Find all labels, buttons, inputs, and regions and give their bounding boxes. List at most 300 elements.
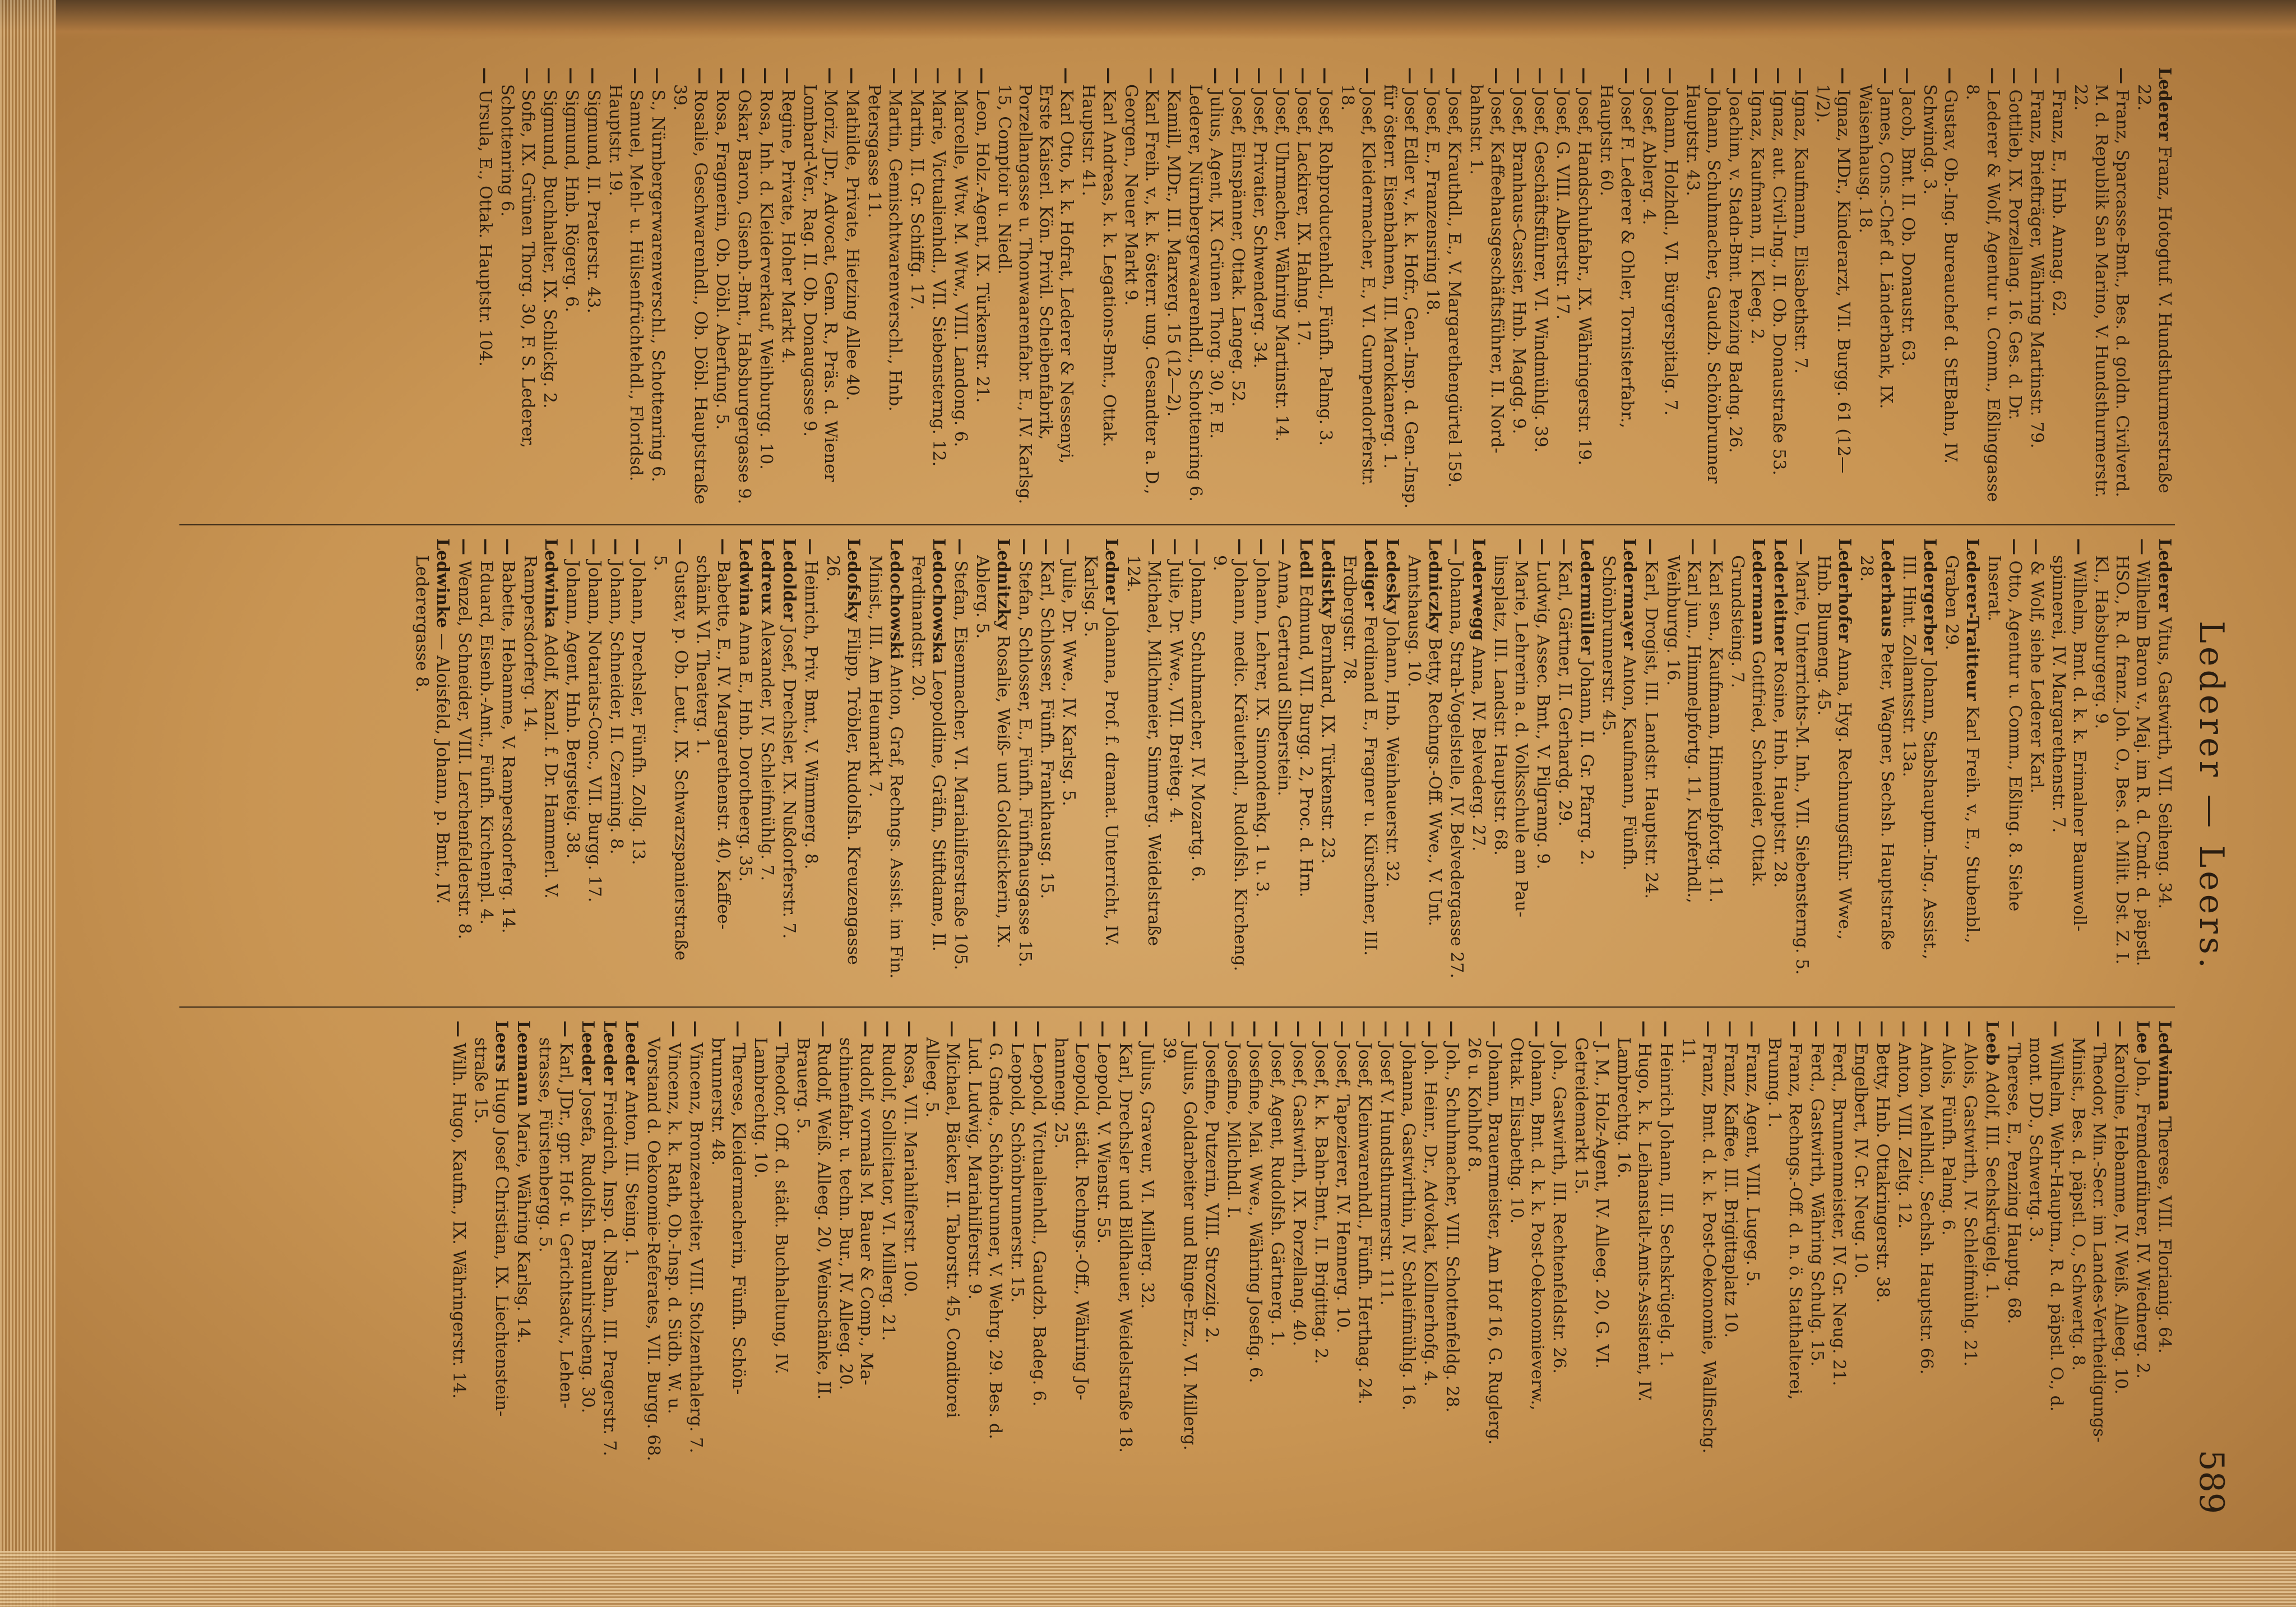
entry-surname: —: [900, 1020, 920, 1037]
entry-details: Johann, Drechsler, Fünfh. Zollg. 13.: [628, 560, 648, 865]
directory-entry: [669, 67, 711, 510]
directory-entry: [1872, 1020, 1893, 1463]
entry-details: Lederer & Wolf, Agentur u. Comm., Eßlinggasse 8.: [1962, 84, 2003, 502]
directory-entry: [1209, 538, 1251, 981]
entry-surname: —: [1639, 67, 1659, 84]
entry-surname: —: [778, 67, 798, 84]
entry-details: Franz, Kaffee, III. Brigittaplatz 10.: [1721, 1042, 1740, 1338]
directory-entry: [1337, 67, 1378, 510]
entry-surname: —: [1509, 67, 1529, 84]
entry-details: Karl, Drechsler und Bildhauer, Weidelstraße 18.: [1115, 1042, 1135, 1453]
entry-surname: —: [1289, 1020, 1309, 1037]
entry-surname: —: [2070, 538, 2089, 555]
directory-entry: [1638, 67, 1659, 510]
entry-details: Julie, Dr. Wwe., VII. Breiteg. 4.: [1166, 560, 1186, 824]
entry-details: Karl Otto, k. k. Hofrat, Lederer & Nessenyi, Erste Kaiserl. Kön. Privil. Scheibenfabrik, Porzellangasse u. Thonwaarenfabr. E., IV. Karlsg. 15, Comptoir u. Niedl.: [994, 84, 1076, 505]
directory-entry: [1941, 538, 1983, 981]
directory-entry: [1678, 1020, 1719, 1463]
entry-details: Johann, medic. Kräuterhdl., Rudolfsh. Kircheng. 9.: [1210, 555, 1250, 972]
entry-surname: —: [1294, 67, 1313, 84]
entry-surname: —: [973, 67, 992, 84]
entry-details: Marcelle, Wtw. M. Wtw., VIII. Landong. 6.: [951, 89, 970, 447]
entry-surname: —: [1442, 1020, 1462, 1037]
directory-entry: [2110, 1020, 2131, 1463]
entry-surname: —: [1876, 67, 1896, 84]
directory-entry: [1984, 538, 2025, 981]
entry-surname: —: [2005, 538, 2025, 555]
entry-surname: —: [1144, 538, 1164, 555]
entry-surname: Leemann: [513, 1020, 533, 1107]
entry-details: Karl Freih. v., k. k. österr. ung. Gesandter a. D., Georgen., Neuer Markt 9.: [1121, 84, 1161, 495]
entry-surname: —: [1037, 538, 1057, 555]
entry-surname: —: [1358, 67, 1378, 84]
directory-entry: [2005, 67, 2025, 510]
entry-surname: —: [714, 538, 733, 555]
directory-entry: [1223, 1020, 1244, 1463]
rotated-directory-page: [107, 56, 2237, 1536]
entry-surname: —: [734, 67, 754, 84]
directory-entry: [561, 67, 582, 510]
entry-surname: —: [1137, 1020, 1157, 1037]
entry-details: Anna, Gertraud Silberstein.: [1274, 560, 1294, 796]
entry-details: Otto, Agentur u. Comm., Eßling. 8. Siehe Inserat.: [1984, 555, 2025, 912]
entry-surname: —: [1355, 1020, 1374, 1037]
entry-details: Johann, Schneider, II. Czerning. 8.: [607, 560, 626, 855]
entry-details: Sigmund, II. Praterstr. 43.: [584, 89, 603, 313]
directory-entry: [411, 538, 453, 981]
directory-entry: [1530, 67, 1551, 510]
directory-entry: [1295, 538, 1316, 981]
entry-surname: —: [584, 67, 603, 84]
entry-details: Anton, Kaufmann, Fünfh. Schönbrunnerstr. 45.: [1599, 555, 1639, 871]
entry-details: Rosa, VII. Mariahilferstr. 100.: [900, 1042, 920, 1297]
entry-details: Leopold, Schönbrunnerstr. 15.: [1007, 1042, 1027, 1303]
directory-entry: [2133, 67, 2175, 510]
directory-entry: [643, 1020, 684, 1463]
entry-details: Regine, Private, Hoher Markt 4.: [778, 89, 798, 364]
entry-surname: —: [1635, 1020, 1654, 1037]
entry-details: Sofie, IX. Grünen Thorg. 30, F. S. Lederer, Schottenring 6.: [497, 84, 538, 449]
entry-details: Theodor, Off. d. städt. Buchhaltung, IV. Lambrechtg. 10.: [751, 1037, 791, 1375]
entry-details: Ignaz, Kaufmann, Elisabethstr. 7.: [1791, 89, 1811, 374]
entry-surname: Ledermüller: [1577, 538, 1596, 655]
entry-details: Josef, Uhrmacher, Währing Martinstr. 14.: [1272, 89, 1292, 442]
directory-entry: [750, 1020, 791, 1463]
directory-entry: [1897, 67, 1918, 510]
directory-entry: [1571, 1020, 1612, 1463]
entry-details: Therese, Kleidermacherin, Fünfh. Schönbrunnerstr. 48.: [708, 1037, 748, 1395]
entry-surname: —: [821, 67, 840, 84]
directory-entry: [1533, 538, 1553, 981]
page-number: 589: [2192, 1449, 2231, 1514]
entry-details: Josefine, Mai. Wwe., Währing Josefig. 6.: [1246, 1042, 1265, 1383]
directory-entry: [513, 1020, 534, 1463]
entry-surname: Ledwina: [735, 538, 755, 617]
entry-surname: —: [1057, 67, 1076, 84]
entry-details: Franz, Agent, VIII. Lugeg. 5.: [1743, 1042, 1762, 1287]
entry-surname: —: [1807, 1020, 1827, 1037]
directory-entry: [2048, 538, 2090, 981]
entry-details: Joh., Fremdenführer, IV. Wiednerg. 2.: [2133, 1059, 2152, 1379]
directory-entry: [1856, 538, 1897, 981]
entry-surname: —: [1960, 1020, 1980, 1037]
directory-entry: [1764, 1020, 1806, 1463]
entry-surname: —: [1743, 1020, 1762, 1037]
directory-entry: [2026, 538, 2047, 981]
directory-entry: [928, 67, 949, 510]
entry-details: Johann, Bmt. d. k. k. Post-Oekonomieverw., Ottak. Elisabethg. 10.: [1507, 1037, 1547, 1411]
directory-entry: [1464, 1020, 1505, 1463]
entry-surname: —: [1747, 67, 1767, 84]
directory-entry: [2091, 538, 2153, 981]
directory-entry: [650, 538, 691, 981]
entry-surname: —: [1311, 1020, 1331, 1037]
directory-entry: [822, 538, 864, 981]
entry-details: Anton, III. Steing. 1.: [622, 1090, 641, 1264]
directory-entry: [1015, 538, 1035, 981]
directory-entry: [864, 67, 905, 510]
entry-surname: —: [1072, 1020, 1091, 1037]
directory-entry: [1960, 1020, 1980, 1463]
directory-entry: [470, 1020, 512, 1463]
entry-details: Rudolf, Weiß. Alleeg. 20, Weinschänke, II. Brauerg. 5.: [793, 1037, 834, 1400]
entry-surname: —: [1531, 67, 1550, 84]
directory-entry: [1850, 1020, 1871, 1463]
directory-entry: [908, 538, 949, 981]
entry-surname: —: [607, 538, 626, 555]
page-edges-bottom: [0, 1551, 2296, 1607]
directory-entry: [842, 67, 863, 510]
directory-entry: [1855, 67, 1896, 510]
directory-entry: [1919, 67, 1961, 510]
directory-entry: [735, 538, 756, 981]
directory-entry: [520, 538, 561, 981]
entry-surname: —: [1873, 1020, 1892, 1037]
entry-details: Johann, Brauermeister, Am Hof 16, G. Ruglerg. 26 u. Kohlhof 8.: [1464, 1037, 1505, 1445]
directory-entry: [2154, 538, 2175, 981]
entry-surname: —: [671, 538, 691, 555]
directory-entry: [1812, 67, 1854, 510]
directory-entry: [1317, 538, 1338, 981]
entry-details: Karl, Schlosser, Fünfh. Frankhausg. 15.: [1037, 560, 1057, 899]
entry-surname: —: [1487, 67, 1507, 84]
entry-surname: —: [1769, 67, 1789, 84]
entry-details: Joh., Schuhmacher, VIII. Schottenfeldg. 28.: [1442, 1042, 1462, 1413]
directory-entry: [1376, 1020, 1397, 1463]
entry-surname: Leeder: [622, 1020, 641, 1086]
directory-entry: [972, 67, 993, 510]
entry-surname: —: [1684, 538, 1704, 555]
directory-entry: [692, 538, 734, 981]
entry-details: Alois, Gastwirth, IV. Schleifmühlg. 21.: [1960, 1042, 1980, 1367]
entry-details: Rosa, Fragnerin, Ob. Döbl. Aberfung. 5.: [712, 89, 732, 430]
entry-surname: —: [1656, 1020, 1676, 1037]
entry-surname: —: [2089, 1020, 2109, 1037]
entry-surname: —: [1164, 67, 1183, 84]
entry-surname: —: [1115, 1020, 1135, 1037]
entry-surname: —: [2005, 67, 2025, 84]
directory-entry: [964, 1020, 1006, 1463]
entry-details: Karl, Gärtner, II. Gerhardg. 29.: [1555, 560, 1575, 826]
directory-entry: [1552, 67, 1573, 510]
entry-surname: Lederer: [2155, 67, 2174, 141]
entry-details: Engelbert, IV. Gr. Neug. 10.: [1851, 1042, 1871, 1279]
directory-entry: [1916, 1020, 1937, 1463]
entry-surname: —: [1641, 538, 1661, 555]
directory-entry: [779, 538, 799, 981]
entry-details: Josef, Drechsler, IX. Nußdorferstr. 7.: [779, 626, 799, 939]
entry-details: Rudolf, Sollicitator, VI. Millerg. 21.: [878, 1042, 898, 1341]
entry-surname: Leeder: [600, 1020, 619, 1086]
entry-details: Josef Edler v., k. k. Hofr., Gen.-Insp. d. Gen.-Insp. für österr. Eisenbahnen, III. Marokkanerg. 1.: [1380, 84, 1420, 509]
entry-details: Vitus, Gastwirth, VII. Seiheng. 34.: [2155, 617, 2174, 909]
entry-surname: Lederhaus: [1877, 538, 1897, 638]
entry-details: Anna, Hyg. Rechnungsführ. Wwe., Hnb. Blumeng. 45.: [1814, 555, 1854, 940]
directory-entry: [1050, 1020, 1092, 1463]
directory-entry: [1187, 538, 1208, 981]
entry-surname: —: [1983, 67, 2003, 84]
entry-surname: —: [2133, 538, 2152, 555]
entry-details: Wenzel, Schneider, VIII. Lerchenfelderstr. 8.: [455, 560, 474, 940]
entry-details: Friedrich, Insp. d. NBahn, III. Pragerstr. 7.: [600, 1090, 619, 1457]
entry-surname: —: [951, 538, 970, 555]
directory-entry: [1228, 67, 1248, 510]
entry-details: Vincenz, Bronzearbeiter, VIII. Stolzenthalerg. 7.: [686, 1042, 706, 1453]
entry-surname: —: [626, 67, 646, 84]
entry-details: Ignaz, Kaufmann, II. Kleeg. 2.: [1747, 89, 1767, 345]
entry-details: Leon, Holz.-Agent, IX. Türkenstr. 21.: [973, 89, 992, 403]
directory-entry: [2154, 1020, 2175, 1463]
running-head: Lederer — Leers.: [2192, 621, 2231, 972]
entry-details: Hugo Josef Christian, IX. Liechtensteinstraße 15.: [471, 1037, 511, 1417]
entry-details: Heinrich Johann, III. Sechskrügelg. 1.: [1656, 1042, 1676, 1366]
entry-details: Joachim, v. Stadn-Bmt. Penzing Badng. 26.: [1725, 89, 1745, 453]
directory-entry: [1549, 1020, 1570, 1463]
entry-surname: Ledolder: [779, 538, 799, 622]
column-rule: [179, 524, 2175, 525]
entry-details: Filipp, Tröbler, Rudolfsh. Kreuzengasse 26.: [823, 555, 863, 965]
entry-surname: Lederer: [2155, 538, 2174, 612]
directory-entry: [950, 67, 971, 510]
directory-entry: [906, 67, 927, 510]
entry-details: Moriz, JDr., Advocat, Gem. R., Präs. d. Wiener Lombard-Ver., Rag. II. Ob. Donaugasse 9.: [800, 84, 840, 482]
entry-surname: —: [857, 1020, 876, 1037]
entry-details: Johann, Lehrer, IX. Simondenkg. 1 u. 3.: [1252, 560, 1272, 898]
entry-details: Josefa, Rudolfsh. Braunhirscheng. 30.: [578, 1090, 598, 1414]
entry-details: — Aloisfeld, Johann, p. Bmt., IV. Lederergasse 8.: [412, 555, 452, 904]
entry-details: Josef F. Lederer & Ohler, Tornisterfabr., Hauptstr. 60.: [1596, 84, 1637, 428]
entry-details: Johann, Notariats-Conc., VII. Burgg. 17.: [585, 560, 604, 903]
entry-surname: —: [498, 538, 518, 555]
entry-details: Josef, Kleidermacher, E., VI. Gumpendorferstr. 18.: [1337, 84, 1378, 486]
entry-surname: —: [2112, 67, 2132, 84]
entry-surname: —: [556, 1020, 576, 1037]
directory-entry: [1249, 67, 1270, 510]
directory-entry: [606, 538, 627, 981]
entry-details: James, Cons.-Chef d. Länderbank, IX. Waisenhausg. 18.: [1855, 84, 1896, 409]
entry-surname: —: [1553, 67, 1572, 84]
entry-details: Karoline, Hebamme, IV. Weiß. Alleeg. 10.: [2111, 1042, 2131, 1394]
entry-surname: —: [1511, 538, 1531, 555]
directory-entry: [2132, 1020, 2153, 1463]
entry-details: Josef, Geschäftsführer, VI. Windmühlg. 39.: [1531, 89, 1550, 453]
directory-entry: [1576, 538, 1597, 981]
entry-details: Josef, Kleinwarenhdl., Fünfh. Herthag. 24.: [1355, 1042, 1374, 1405]
entry-details: Kamill, MDr., III. Marxerg. 15 (12—2).: [1164, 89, 1183, 417]
entry-surname: —: [1399, 1020, 1418, 1037]
entry-surname: —: [664, 1020, 684, 1037]
entry-details: Martin, Gemischtwarenverschl., Hnb. Petersgasse 11.: [864, 84, 905, 412]
directory-entry: [1792, 538, 1812, 981]
entry-details: Wilhelm Baron v., Maj. im R. d. Cmdr. d. päpstl. HSO., R. d. franz. Joh. O., Bes. d. Milit. Dst. Z. I. Kl., Habsburgerg. 9.: [2091, 555, 2152, 967]
entry-details: Josef, G. VIII. Albertstr. 17.: [1553, 89, 1572, 320]
entry-surname: —: [1228, 67, 1248, 84]
entry-details: Ignaz, aut. Civil-Ing., II. Ob. Donaustraße 53.: [1769, 89, 1789, 475]
directory-entry: [1380, 67, 1421, 510]
directory-entry: [734, 67, 754, 510]
directory-entry: [628, 538, 649, 981]
directory-entry: [1354, 1020, 1375, 1463]
entry-details: Jacob, Bmt. II. Ob. Donaustr. 63.: [1898, 89, 1918, 367]
entry-details: Peter, Wagner, Sechsh. Hauptstraße 28.: [1857, 555, 1897, 950]
directory-entry: [1829, 1020, 1849, 1463]
entry-details: Johann, Holzhdl., VI. Bürgerspitalg. 7.: [1661, 89, 1681, 416]
entry-details: Joh. Heinr., Dr., Advokat, Kollnerhofg. 4.: [1420, 1042, 1440, 1387]
entry-details: Josef, Agent, Rudolfsh. Gärtnerg. 1.: [1267, 1042, 1287, 1347]
directory-entry: [1274, 538, 1294, 981]
entry-surname: —: [1420, 1020, 1440, 1037]
entry-details: Julius, Agent, IX. Grünen Thorg. 30, F. E. Lederer, Nürnbergerwaarenhdl., Schottenring 6.: [1186, 84, 1226, 502]
directory-entry: [1663, 538, 1704, 981]
directory-entry: [865, 538, 906, 981]
entry-surname: Ledl: [1296, 538, 1316, 579]
entry-surname: —: [2004, 1020, 2024, 1037]
entry-surname: Ledermann: [1748, 538, 1768, 645]
directory-entry: [1159, 1020, 1200, 1463]
entry-details: Rosalie, Weiß- und Goldstickerin, IX. Ablerg. 5.: [973, 555, 1013, 949]
directory-entry: [1339, 538, 1381, 981]
entry-surname: Lederleitner: [1770, 538, 1790, 655]
entry-details: Oskar, Baron, Gisenb.-Bmt., Habsburgergasse 9.: [734, 89, 754, 505]
entry-surname: —: [1250, 67, 1270, 84]
entry-surname: —: [1917, 1020, 1936, 1037]
directory-entry: [1121, 67, 1162, 510]
directory-entry: [1747, 67, 1767, 510]
entry-surname: —: [1224, 1020, 1243, 1037]
directory-columns: [157, 56, 2175, 1536]
directory-entry: [1682, 67, 1724, 510]
entry-details: Ferdinand E., Fragner u. Kürschner, III. Erdbergstr. 78.: [1340, 555, 1380, 956]
directory-entry: [1007, 1020, 1027, 1463]
entry-surname: —: [1202, 1020, 1221, 1037]
entry-surname: Ledner: [1101, 538, 1121, 604]
entry-details: Adolf, Kanzl. f. Dr. Hammerl. V. Rampersdorferg. 14.: [520, 555, 561, 899]
entry-surname: Ledochowska: [929, 538, 948, 664]
entry-details: Therese, E., Penzing Hauptg. 68.: [2004, 1042, 2024, 1324]
directory-entry: [800, 538, 821, 981]
entry-details: Babette, Hebamme, V. Rampersdorferg. 14.: [498, 560, 518, 934]
directory-entry: [583, 67, 604, 510]
entry-surname: —: [1834, 67, 1853, 84]
directory-entry: [686, 1020, 706, 1463]
entry-details: Marie, Lehrerin a. d. Volksschule am Paulinsplatz, III. Landstr. Hauptstr. 68.: [1490, 555, 1531, 917]
directory-entry: [2068, 1020, 2109, 1463]
entry-surname: —: [907, 67, 927, 84]
entry-surname: —: [1725, 67, 1745, 84]
entry-surname: —: [1445, 67, 1464, 84]
directory-entry: [1742, 1020, 1763, 1463]
entry-details: Josefine, Milchhdl. I.: [1224, 1042, 1243, 1219]
directory-entry: [1058, 538, 1079, 981]
entry-surname: —: [1142, 67, 1161, 84]
entry-details: Karl, JDr., gpr. Hof- u. Gerichtsadv., Lehenstrasse, Fürstenbergg. 5.: [535, 1037, 576, 1409]
entry-surname: —: [1094, 1020, 1113, 1037]
entry-details: Alexander, IV. Schleifmühlg. 7.: [757, 620, 777, 881]
directory-entry: [1029, 1020, 1049, 1463]
entry-details: Josef, Ablerg. 4.: [1639, 89, 1659, 225]
entry-surname: —: [1592, 1020, 1612, 1037]
entry-surname: Lee: [2133, 1020, 2152, 1054]
entry-surname: —: [1059, 538, 1078, 555]
entry-surname: —: [1333, 1020, 1353, 1037]
entry-details: Leopold, V. Wienstr. 55.: [1094, 1042, 1113, 1244]
directory-entry: [972, 538, 1013, 981]
entry-surname: Lederhofer: [1835, 538, 1854, 643]
entry-details: Stefan, Eisenmacher, VI. Mariahilferstraße 105.: [951, 560, 970, 971]
directory-entry: [900, 1020, 920, 1463]
entry-details: Josef, Handschuhfabr., IX. Währingerstr. 19.: [1575, 89, 1594, 466]
entry-surname: —: [2047, 1020, 2066, 1037]
book-spine-shadow: [0, 0, 2296, 39]
entry-details: Heinrich, Priv. Bmt., V. Wimmerg. 8.: [801, 560, 821, 870]
entry-surname: —: [1230, 538, 1250, 555]
column-3: [157, 1020, 2175, 1463]
entry-surname: —: [1272, 67, 1292, 84]
entry-surname: —: [1895, 1020, 1914, 1037]
entry-surname: —: [729, 1020, 748, 1037]
entry-surname: Ledwinke: [433, 538, 452, 629]
entry-details: Josef, Krauthdl., E., V. Margarethengürtel 159.: [1445, 89, 1464, 488]
directory-entry: [1574, 67, 1595, 510]
entry-details: Karl Andreas, k. k. Legations-Bmt., Ottak. Hauptstr. 41.: [1078, 84, 1119, 447]
directory-entry: [584, 538, 605, 981]
entry-details: Johann, II. Gr. Pfarrg. 2.: [1577, 659, 1596, 866]
entry-details: Ignaz, MDr., Kinderarzt, VII. Burgg. 61 (12—1/2).: [1813, 84, 1853, 474]
entry-details: Johanna, Strah-Vogelstelle, IV. Belvedergasse 27.: [1447, 560, 1466, 978]
directory-entry: [950, 538, 971, 981]
entry-surname: —: [843, 67, 862, 84]
entry-surname: —: [1007, 1020, 1027, 1037]
directory-entry: [621, 1020, 642, 1463]
directory-entry: [1398, 1020, 1419, 1463]
entry-details: Rosalie, Geschwarenhdl., Ob. Döbl. Hauptstraße 39.: [670, 84, 710, 505]
entry-details: Karl sen., Kaufmann, Himmelpfortg. 11.: [1706, 560, 1725, 903]
entry-details: Anna, IV. Belvederg. 27.: [1469, 646, 1488, 852]
entry-surname: —: [1704, 67, 1723, 84]
column-rule: [179, 1006, 2175, 1008]
entry-details: J. M., Holz-Agent, IV. Alleeg. 20, G. VI. Getreidemarkt 15.: [1571, 1037, 1612, 1369]
entry-surname: —: [518, 67, 538, 84]
directory-entry: [1769, 67, 1789, 510]
directory-entry: [1442, 1020, 1462, 1463]
entry-details: Johann, Hnb. Weinhauerstr. 32.: [1382, 619, 1402, 888]
directory-entry: [1506, 1020, 1548, 1463]
entry-surname: —: [1246, 1020, 1265, 1037]
entry-surname: —: [1549, 1020, 1569, 1037]
directory-entry: [1660, 67, 1681, 510]
entry-details: Johanna, Prof. f. dramat. Unterricht, IV. Karlsg. 5.: [1081, 555, 1121, 946]
entry-details: Josef, Branhaus-Cassier, Hnb. Magdg. 9.: [1509, 89, 1529, 435]
